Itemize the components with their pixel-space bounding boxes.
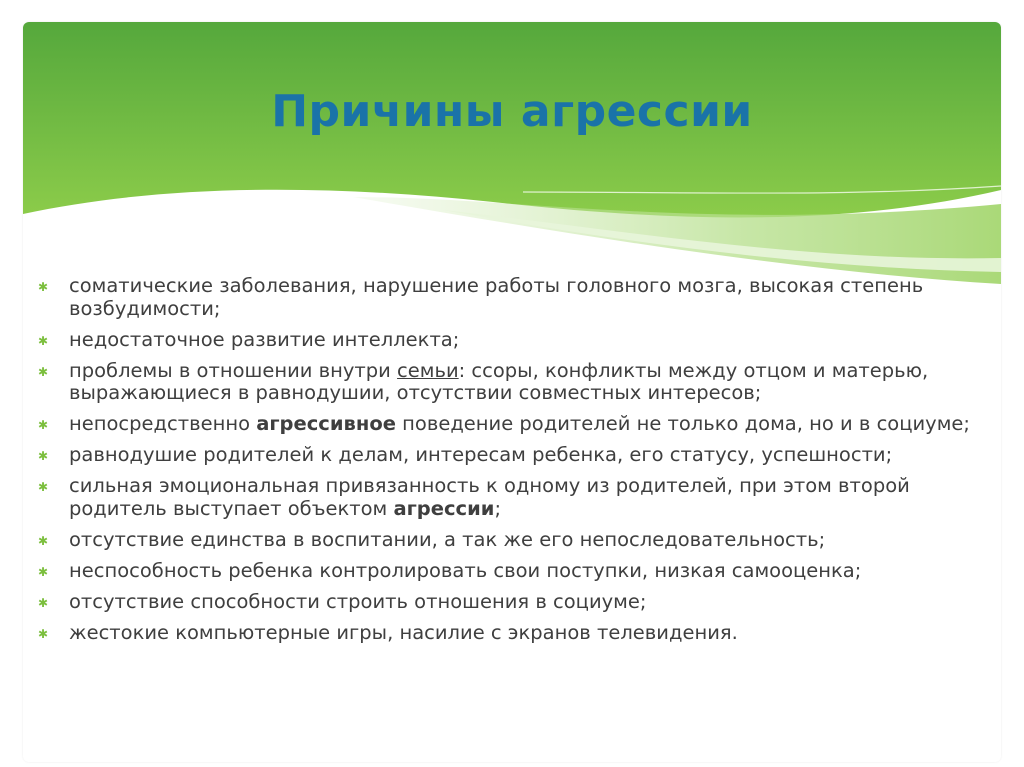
asterisk-bullet-icon: ✱ xyxy=(38,364,49,379)
list-item: ✱ неспособность ребенка контролировать свои поступки, низкая самооценка; xyxy=(38,558,862,582)
asterisk-bullet-icon: ✱ xyxy=(38,533,49,548)
hyperlink-family[interactable]: семьи xyxy=(397,358,459,382)
list-item: ✱ жестокие компьютерные игры, насилие с экранов телевидения. xyxy=(38,620,738,644)
bullet-list xyxy=(33,275,983,653)
list-item: ✱ проблемы в отношении внутри семьи: ссоры, конфликты между отцом и матерью, выражающиеся в равнодушии, отсутствии совместных интересов; xyxy=(38,358,929,404)
list-item: ✱ соматические заболевания, нарушение работы головного мозга, высокая степень возбудимости; xyxy=(38,274,924,320)
asterisk-bullet-icon: ✱ xyxy=(38,595,49,610)
slide xyxy=(23,22,1001,762)
list-item: ✱ непосредственно агрессивное поведение родителей не только дома, но и в социуме; xyxy=(38,412,970,435)
list-item: ✱ отсутствие единства в воспитании, а так же его непоследовательность; xyxy=(38,527,826,551)
list-item: ✱ отсутствие способности строить отношения в социуме; xyxy=(38,589,647,613)
asterisk-bullet-icon: ✱ xyxy=(38,449,49,463)
asterisk-bullet-icon: ✱ xyxy=(38,333,49,348)
header-wave-background xyxy=(23,22,1001,292)
asterisk-bullet-icon: ✱ xyxy=(38,418,49,432)
asterisk-bullet-icon: ✱ xyxy=(38,480,49,494)
list-item: ✱ равнодушие родителей к делам, интересам ребенка, его статусу, успешности; xyxy=(38,443,893,466)
asterisk-bullet-icon: ✱ xyxy=(38,564,49,579)
asterisk-bullet-icon: ✱ xyxy=(38,280,49,294)
list-item: ✱ недостаточное развитие интеллекта; xyxy=(38,327,460,351)
asterisk-bullet-icon: ✱ xyxy=(38,626,49,641)
list-item: ✱ сильная эмоциональная привязанность к одному из родителей, при этом второй родитель выступает объектом агрессии; xyxy=(38,474,910,520)
slide-title: Причины агрессии xyxy=(271,86,753,137)
